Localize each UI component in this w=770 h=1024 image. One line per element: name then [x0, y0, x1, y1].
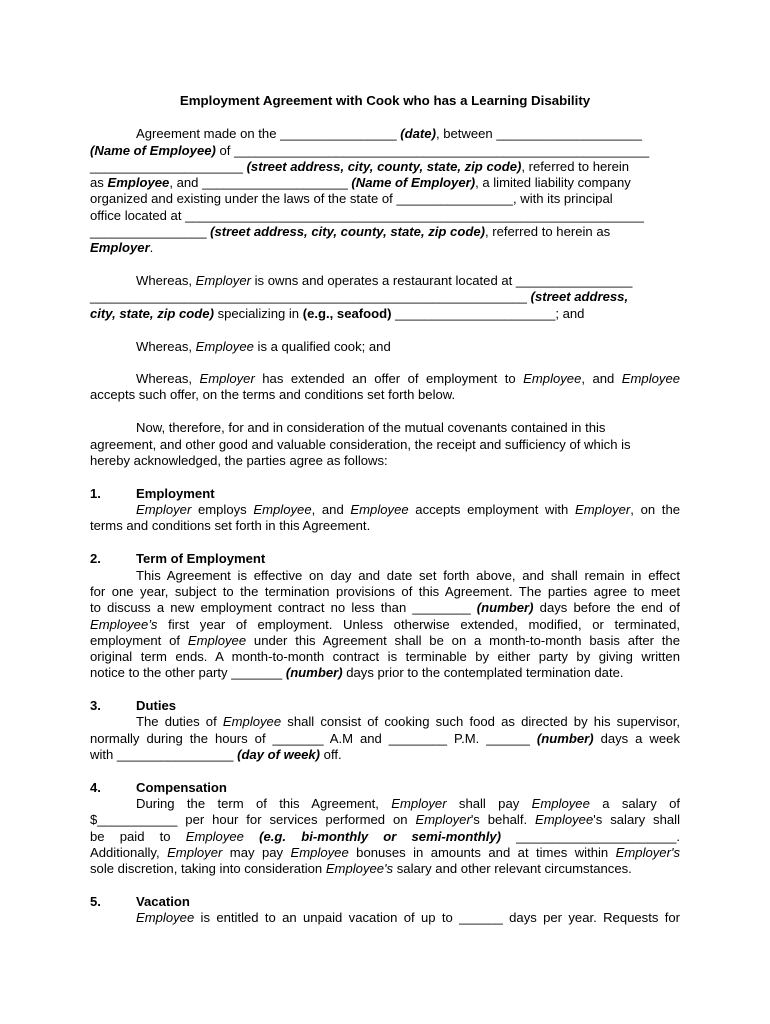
text-run: 's salary shall — [593, 812, 680, 827]
text-run: Employee — [253, 502, 312, 517]
text-run: may pay — [222, 845, 291, 860]
text-line — [90, 633, 680, 649]
text-line — [136, 126, 642, 142]
section-number: 1. — [90, 486, 101, 501]
text-run: original term ends. A month-to-month contract is terminable by either party by giving written — [90, 649, 680, 664]
text-run: of _________________________________________________________ — [215, 143, 650, 158]
text-run: for one year, subject to the termination provisions of this Agreement. The parties agree to meet — [90, 584, 680, 599]
text-run: city, state, zip code) — [90, 306, 214, 321]
text-run: bonuses in amounts and at times within — [348, 845, 616, 860]
text-run: Agreement made on the ________________ — [136, 126, 401, 141]
text-run: (e.g., seafood) — [302, 306, 392, 321]
text-run: Employer — [391, 796, 447, 811]
text-run: Employee — [535, 812, 594, 827]
text-run: Employee — [523, 371, 582, 386]
text-line — [136, 339, 391, 355]
text-run: The duties of — [136, 714, 223, 729]
text-line — [90, 747, 342, 763]
text-run — [244, 829, 259, 844]
text-run: shall pay — [446, 796, 532, 811]
text-run: ______________________; and — [391, 306, 585, 321]
section-number: 5. — [90, 894, 101, 909]
text-run: (number) — [285, 665, 343, 680]
text-run: ________________ — [90, 224, 211, 239]
text-line — [136, 910, 680, 926]
text-line — [136, 714, 680, 730]
section-heading: Vacation — [136, 894, 190, 909]
section-heading: Duties — [136, 698, 177, 713]
text-line — [90, 812, 680, 828]
text-run: Whereas, — [136, 371, 200, 386]
text-line — [90, 665, 624, 681]
text-run: Additionally, — [90, 845, 168, 860]
text-run: Employee — [290, 845, 349, 860]
text-line — [90, 649, 680, 665]
text-line — [90, 143, 649, 159]
text-run: Employee — [350, 502, 409, 517]
text-run: Employer — [574, 502, 631, 517]
text-run: Employee — [136, 910, 195, 925]
text-run: off. — [320, 747, 342, 762]
text-run: days a week — [593, 731, 680, 746]
text-line — [90, 175, 631, 191]
text-run: , between ____________________ — [435, 126, 642, 141]
text-run: This Agreement is effective on day and date set forth above, and shall remain in effect — [136, 568, 680, 583]
text-run: normally during the hours of _______ A.M and ________ P.M. ______ — [90, 731, 537, 746]
text-run: Employer — [195, 273, 251, 288]
text-run: , and — [311, 502, 351, 517]
text-run: employment of — [90, 633, 188, 648]
text-run: is owns and operates a restaurant located at ________________ — [250, 273, 633, 288]
text-run: Employee — [195, 339, 254, 354]
text-run: (Name of Employee) — [90, 143, 216, 158]
section-heading: Term of Employment — [136, 551, 266, 566]
text-run: Employee — [621, 371, 681, 386]
text-run: has extended an offer of employment to — [254, 371, 524, 386]
text-run: Whereas, — [136, 273, 196, 288]
text-run: accepts employment with — [408, 502, 575, 517]
text-run: (street address, — [530, 289, 629, 304]
section-number: 2. — [90, 551, 101, 566]
text-run: specializing in — [213, 306, 303, 321]
text-run: as — [90, 175, 108, 190]
text-run: to discuss a new employment contract no less than ________ — [90, 600, 477, 615]
text-run: Employee — [107, 175, 170, 190]
text-run: first year of employment. Unless otherwise extended, modified, or terminated, — [157, 617, 680, 632]
text-run: , and ____________________ — [169, 175, 352, 190]
text-run: Whereas, — [136, 339, 196, 354]
text-line — [90, 240, 153, 256]
text-run: Now, therefore, for and in consideration of the mutual covenants contained in this — [136, 420, 606, 435]
text-line — [90, 617, 680, 633]
text-run: with ________________ — [90, 747, 238, 762]
text-run: , on the — [630, 502, 681, 517]
text-run: is a qualified cook; and — [253, 339, 391, 354]
text-run: Employee — [185, 829, 244, 844]
text-run: (number) — [476, 600, 534, 615]
text-line — [136, 568, 680, 584]
text-run: Employee — [531, 796, 590, 811]
text-run: organized and existing under the laws of the state of ________________, with its principal — [90, 191, 613, 206]
text-line — [90, 731, 680, 747]
text-run: agreement, and other good and valuable consideration, the receipt and sufficiency of which is — [90, 437, 631, 452]
text-run: (date) — [400, 126, 436, 141]
text-run: , and — [581, 371, 622, 386]
text-run: accepts such offer, on the terms and conditions set forth below. — [90, 387, 456, 402]
text-run: . — [149, 240, 154, 255]
text-run: employs — [191, 502, 254, 517]
document-title: Employment Agreement with Cook who has a Learning Disability — [179, 93, 591, 108]
text-line — [90, 159, 629, 175]
text-line — [90, 829, 680, 845]
text-run: terms and conditions set forth in this Agreement. — [90, 518, 371, 533]
text-run: a salary of — [589, 796, 680, 811]
text-run: be paid to — [90, 829, 186, 844]
text-run: (e.g. bi-monthly or semi-monthly) — [259, 829, 502, 844]
text-line — [90, 191, 613, 207]
text-run: Employer — [415, 812, 471, 827]
text-line — [90, 208, 644, 224]
text-line — [90, 453, 388, 469]
text-run: ____________________________________________________________ — [90, 289, 531, 304]
text-run: ______________________. — [501, 829, 681, 844]
text-line — [90, 289, 628, 305]
section-number: 3. — [90, 698, 101, 713]
text-run: office located at _______________________________________________________________ — [90, 208, 644, 223]
text-line — [90, 224, 610, 240]
text-run: Employee — [222, 714, 282, 729]
text-run: hereby acknowledged, the parties agree as follows: — [90, 453, 388, 468]
text-run: Employee’s — [90, 617, 158, 632]
text-line — [90, 387, 455, 403]
text-line — [90, 584, 680, 600]
text-line — [90, 861, 632, 877]
text-line — [90, 600, 680, 616]
text-line — [136, 502, 680, 518]
text-run: days prior to the contemplated termination date. — [342, 665, 624, 680]
text-run: (Name of Employer) — [351, 175, 476, 190]
text-run: 's behalf. — [470, 812, 536, 827]
text-run: $___________ per hour for services performed on — [90, 812, 416, 827]
section-heading: Employment — [136, 486, 215, 501]
text-run: _____________________ — [90, 159, 247, 174]
text-run: notice to the other party _______ — [90, 665, 286, 680]
text-line — [136, 796, 680, 812]
text-run: (street address, city, county, state, zip code) — [210, 224, 485, 239]
text-run: days before the end of — [533, 600, 680, 615]
text-line — [90, 306, 584, 322]
text-run: (number) — [536, 731, 594, 746]
text-run: (street address, city, county, state, zip code) — [246, 159, 522, 174]
text-run: sole discretion, taking into consideration — [90, 861, 326, 876]
text-run: Employee's — [325, 861, 394, 876]
text-line — [90, 518, 370, 534]
text-line — [136, 273, 632, 289]
text-run: Employee — [187, 633, 247, 648]
text-run: During the term of this Agreement, — [136, 796, 392, 811]
text-run: Employer — [90, 240, 150, 255]
text-line — [90, 437, 631, 453]
text-run: Employer — [136, 502, 192, 517]
text-run: shall consist of cooking such food as directed by his supervisor, — [281, 714, 680, 729]
text-run: , a limited liability company — [475, 175, 631, 190]
text-run: , referred to herein as — [484, 224, 611, 239]
text-run: Employer's — [615, 845, 680, 860]
text-run: salary and other relevant circumstances. — [393, 861, 632, 876]
section-number: 4. — [90, 780, 101, 795]
text-line — [136, 371, 680, 387]
text-run: Employer — [167, 845, 223, 860]
text-line — [90, 845, 680, 861]
text-run: (day of week) — [237, 747, 321, 762]
text-run: is entitled to an unpaid vacation of up to ______ days per year. Requests for — [194, 910, 680, 925]
text-run: , referred to herein — [521, 159, 630, 174]
section-heading: Compensation — [136, 780, 227, 795]
text-line — [136, 420, 605, 436]
text-run: Employer — [199, 371, 255, 386]
text-run: under this Agreement shall be on a month-to-month basis after the — [246, 633, 680, 648]
